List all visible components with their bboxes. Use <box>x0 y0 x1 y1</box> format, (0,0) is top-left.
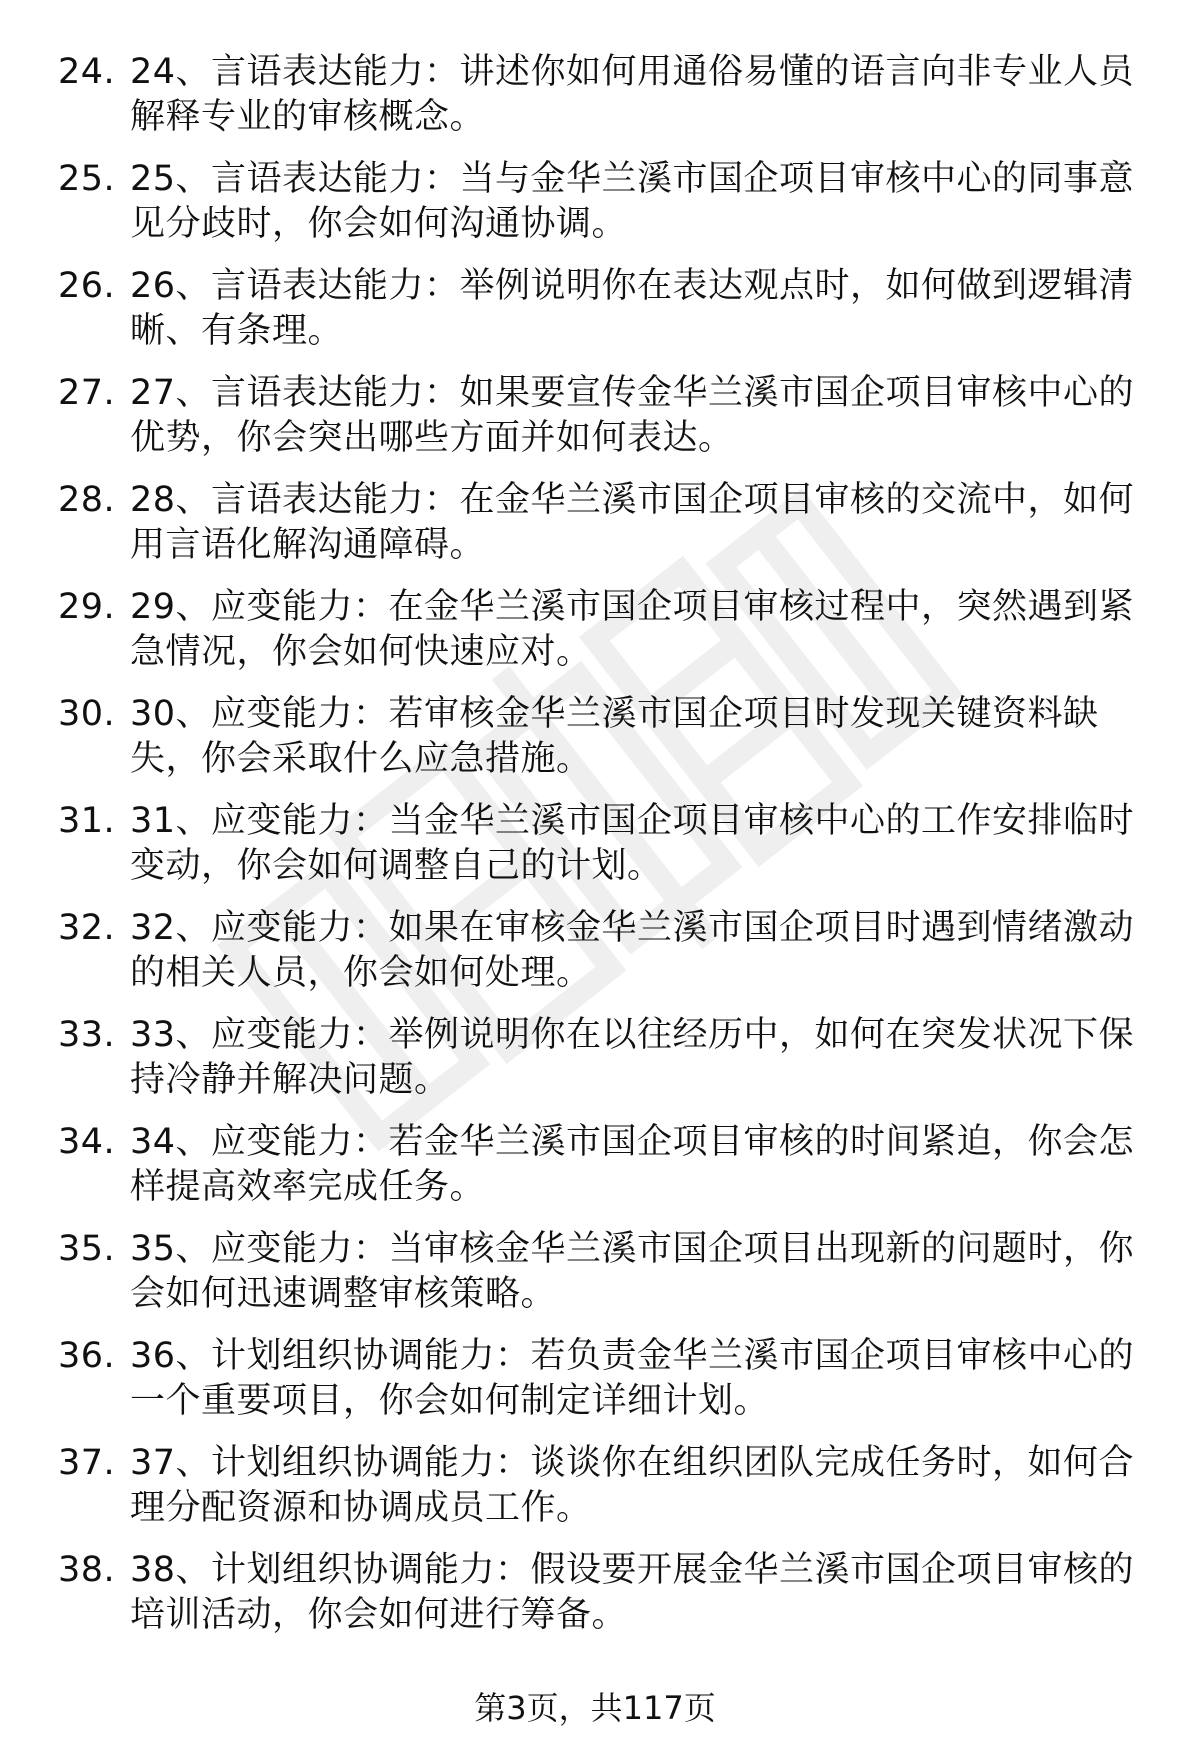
list-item <box>58 1334 1158 1424</box>
list-item <box>58 478 1158 568</box>
question-text: 25、言语表达能力：当与金华兰溪市国企项目审核中心的同事意见分歧时，你会如何沟通协调。 <box>130 159 1135 244</box>
list-item <box>58 1013 1158 1103</box>
question-number: 38. <box>58 1550 116 1590</box>
question-number: 37. <box>58 1443 116 1483</box>
question-number: 28. <box>58 480 116 520</box>
list-item <box>58 1441 1158 1531</box>
list-item <box>58 1120 1158 1210</box>
question-text: 30、应变能力：若审核金华兰溪市国企项目时发现关键资料缺失，你会采取什么应急措施。 <box>130 694 1099 779</box>
question-list <box>58 50 1158 1655</box>
list-item <box>58 799 1158 889</box>
question-text: 36、计划组织协调能力：若负责金华兰溪市国企项目审核中心的一个重要项目，你会如何制定详细计划。 <box>130 1336 1135 1421</box>
list-item <box>58 1548 1158 1638</box>
question-number: 29. <box>58 587 116 627</box>
question-number: 36. <box>58 1336 116 1376</box>
list-item <box>58 692 1158 782</box>
question-number: 33. <box>58 1015 116 1055</box>
question-text: 33、应变能力：举例说明你在以往经历中，如何在突发状况下保持冷静并解决问题。 <box>130 1015 1135 1100</box>
question-text: 34、应变能力：若金华兰溪市国企项目审核的时间紧迫，你会怎样提高效率完成任务。 <box>130 1122 1135 1207</box>
question-number: 35. <box>58 1229 116 1269</box>
question-text: 37、计划组织协调能力：谈谈你在组织团队完成任务时，如何合理分配资源和协调成员工作。 <box>130 1443 1135 1528</box>
question-text: 24、言语表达能力：讲述你如何用通俗易懂的语言向非专业人员解释专业的审核概念。 <box>130 52 1135 137</box>
list-item <box>58 371 1158 461</box>
question-text: 38、计划组织协调能力：假设要开展金华兰溪市国企项目审核的培训活动，你会如何进行筹备。 <box>130 1550 1135 1635</box>
question-number: 34. <box>58 1122 116 1162</box>
list-item <box>58 585 1158 675</box>
question-text: 28、言语表达能力：在金华兰溪市国企项目审核的交流中，如何用言语化解沟通障碍。 <box>130 480 1135 565</box>
question-text: 26、言语表达能力：举例说明你在表达观点时，如何做到逻辑清晰、有条理。 <box>130 266 1135 351</box>
question-number: 30. <box>58 694 116 734</box>
question-text: 27、言语表达能力：如果要宣传金华兰溪市国企项目审核中心的优势，你会突出哪些方面并如何表达。 <box>130 373 1135 458</box>
question-number: 26. <box>58 266 116 306</box>
question-text: 35、应变能力：当审核金华兰溪市国企项目出现新的问题时，你会如何迅速调整审核策略。 <box>130 1229 1135 1314</box>
question-text: 32、应变能力：如果在审核金华兰溪市国企项目时遇到情绪激动的相关人员，你会如何处理。 <box>130 908 1135 993</box>
question-number: 27. <box>58 373 116 413</box>
question-text: 29、应变能力：在金华兰溪市国企项目审核过程中，突然遇到紧急情况，你会如何快速应对。 <box>130 587 1135 672</box>
list-item <box>58 1227 1158 1317</box>
list-item <box>58 50 1158 140</box>
question-number: 24. <box>58 52 116 92</box>
question-number: 25. <box>58 159 116 199</box>
list-item <box>58 157 1158 247</box>
question-text: 31、应变能力：当金华兰溪市国企项目审核中心的工作安排临时变动，你会如何调整自己的计划。 <box>130 801 1135 886</box>
question-number: 31. <box>58 801 116 841</box>
page-footer: 第3页，共117页 <box>474 1689 716 1727</box>
list-item <box>58 264 1158 354</box>
list-item <box>58 906 1158 996</box>
question-number: 32. <box>58 908 116 948</box>
